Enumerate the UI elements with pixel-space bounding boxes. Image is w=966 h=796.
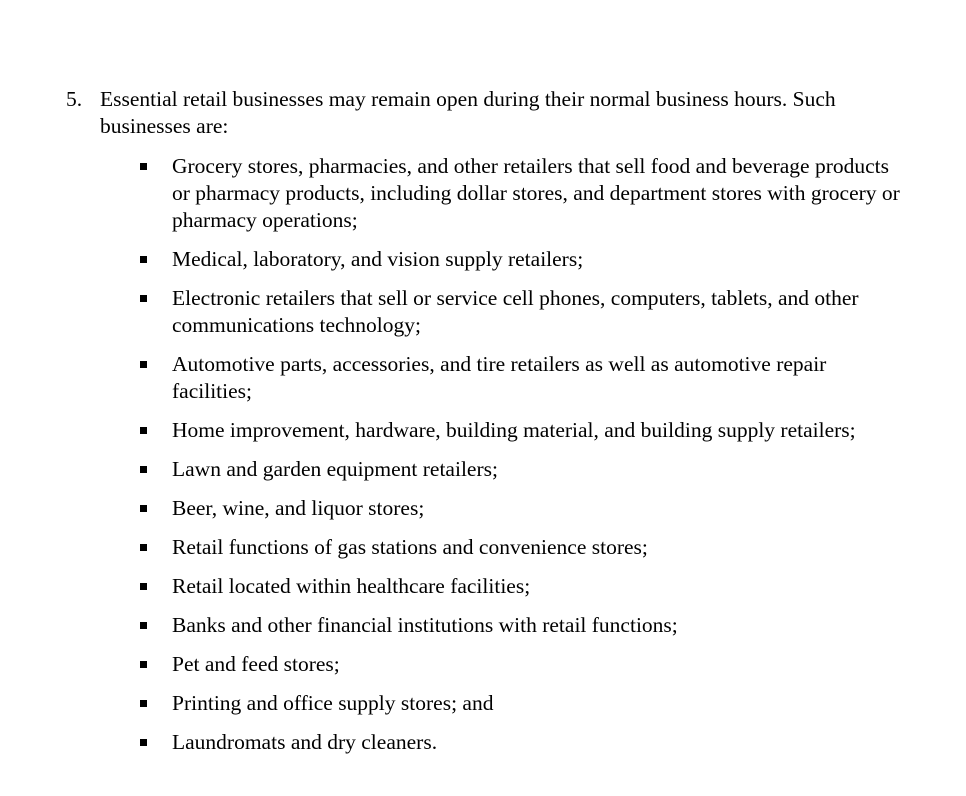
list-item <box>140 351 900 405</box>
bullet-icon <box>140 583 147 590</box>
list-item <box>140 153 900 234</box>
list-item-text: Medical, laboratory, and vision supply retailers; <box>172 247 584 271</box>
bullet-icon <box>140 544 147 551</box>
list-item <box>140 246 900 273</box>
list-item <box>140 612 900 639</box>
list-item-text: Banks and other financial institutions with retail functions; <box>172 613 678 637</box>
bullet-list <box>140 153 900 768</box>
list-item-text: Lawn and garden equipment retailers; <box>172 457 498 481</box>
list-item <box>140 690 900 717</box>
bullet-icon <box>140 505 147 512</box>
list-item <box>140 534 900 561</box>
paragraph-text: Essential retail businesses may remain open during their normal business hours. Such businesses are: <box>100 87 836 138</box>
bullet-icon <box>140 622 147 629</box>
numbered-paragraph <box>66 86 906 140</box>
bullet-icon <box>140 163 147 170</box>
bullet-icon <box>140 295 147 302</box>
list-item-text: Printing and office supply stores; and <box>172 691 494 715</box>
bullet-icon <box>140 466 147 473</box>
list-item <box>140 417 900 444</box>
list-item-text: Retail located within healthcare facilities; <box>172 574 531 598</box>
bullet-icon <box>140 256 147 263</box>
list-item <box>140 573 900 600</box>
bullet-icon <box>140 661 147 668</box>
paragraph-number: 5. <box>66 87 83 111</box>
list-item-text: Home improvement, hardware, building material, and building supply retailers; <box>172 418 856 442</box>
list-item-text: Retail functions of gas stations and convenience stores; <box>172 535 648 559</box>
list-item <box>140 729 900 756</box>
bullet-icon <box>140 427 147 434</box>
bullet-icon <box>140 361 147 368</box>
list-item-text: Automotive parts, accessories, and tire retailers as well as automotive repair facilities; <box>172 352 827 403</box>
bullet-icon <box>140 739 147 746</box>
list-item <box>140 495 900 522</box>
list-item <box>140 456 900 483</box>
list-item <box>140 285 900 339</box>
list-item <box>140 651 900 678</box>
list-item-text: Electronic retailers that sell or service cell phones, computers, tablets, and other communications technology; <box>172 286 859 337</box>
list-item-text: Grocery stores, pharmacies, and other retailers that sell food and beverage products or pharmacy products, including dollar stores, and department stores with grocery or pharmacy operations; <box>172 154 900 232</box>
bullet-icon <box>140 700 147 707</box>
list-item-text: Laundromats and dry cleaners. <box>172 730 438 754</box>
list-item-text: Pet and feed stores; <box>172 652 340 676</box>
list-item-text: Beer, wine, and liquor stores; <box>172 496 425 520</box>
